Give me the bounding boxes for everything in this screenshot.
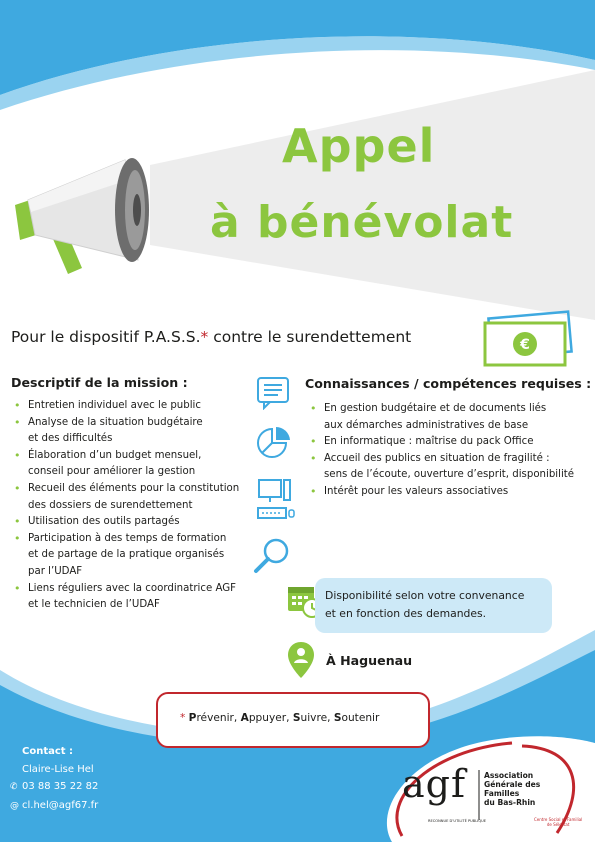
motto-letter-s1: S bbox=[292, 712, 301, 724]
motto-word-2: ppuyer, bbox=[248, 712, 293, 724]
motto-star: * bbox=[180, 712, 186, 724]
subtitle-main: Pour le dispositif P.A.S.S. bbox=[11, 328, 201, 346]
motto-text bbox=[180, 712, 379, 724]
motto-letter-a: A bbox=[240, 712, 249, 724]
agf-logo bbox=[372, 728, 595, 842]
mission-item: • Utilisation des outils partagés bbox=[14, 514, 254, 531]
mission-item: • Recueil des éléments pour la constitution des dossiers de surendettement bbox=[14, 481, 254, 514]
contact-email[interactable]: cl.hel@agf67.fr bbox=[22, 799, 99, 811]
phone-icon: ✆ bbox=[10, 782, 18, 792]
availability-line2: et en fonction des demandes. bbox=[325, 607, 487, 620]
document-icon bbox=[256, 376, 290, 410]
megaphone-icon bbox=[10, 150, 160, 285]
availability-line1: Disponibilité selon votre convenance bbox=[325, 589, 525, 602]
center-line-1: Centre Social et Familial bbox=[534, 817, 583, 822]
skills-item: • Intérêt pour les valeurs associatives bbox=[310, 484, 592, 501]
center-line-2: de Sélestat bbox=[546, 822, 570, 827]
contact-phone-row bbox=[10, 778, 150, 797]
agf-logo-tagline: RECONNUE D’UTILITÉ PUBLIQUE bbox=[428, 819, 487, 823]
mission-item: • Liens réguliers avec la coordinatrice AGF et le technicien de l’UDAF bbox=[14, 581, 254, 614]
contact-phone[interactable]: 03 88 35 22 82 bbox=[22, 781, 99, 792]
mission-item: • Analyse de la situation budgétaire et des difficultés bbox=[14, 415, 254, 448]
subtitle-star: * bbox=[200, 328, 209, 346]
motto-word-3: uivre, bbox=[300, 712, 334, 724]
location-text: À Haguenau bbox=[326, 653, 413, 668]
contact-block bbox=[10, 743, 150, 815]
euro-banknote-icon bbox=[482, 310, 577, 372]
page-title-line2: à bénévolat bbox=[210, 197, 514, 248]
mission-item: • Élaboration d’un budget mensuel, conseil pour améliorer la gestion bbox=[14, 448, 254, 481]
pie-chart-icon bbox=[256, 425, 292, 461]
skills-heading: Connaissances / compétences requises : bbox=[305, 376, 592, 391]
motto-word-1: révenir, bbox=[196, 712, 241, 724]
svg-text:€: € bbox=[520, 337, 530, 353]
agf-logo-center bbox=[534, 817, 582, 827]
mission-item: • Participation à des temps de formation et de partage de la pratique organisés par l’UDAF bbox=[14, 531, 254, 581]
mission-item: • Entretien individuel avec le public bbox=[14, 398, 254, 415]
subtitle-rest: contre le surendettement bbox=[208, 328, 412, 346]
skills-list bbox=[310, 401, 592, 501]
agf-logo-brand: agf bbox=[402, 762, 467, 806]
motto-letter-p: P bbox=[188, 712, 197, 724]
page-title-line1: Appel bbox=[282, 119, 436, 173]
skills-item: • En gestion budgétaire et de documents liés aux démarches administratives de base bbox=[310, 401, 592, 434]
subtitle bbox=[11, 328, 411, 346]
contact-label: Contact : bbox=[22, 746, 74, 757]
mission-list bbox=[14, 398, 254, 614]
agf-logo-org bbox=[484, 771, 540, 807]
org-line-1: Association bbox=[484, 771, 534, 780]
org-line-2: Générale des bbox=[484, 780, 541, 789]
org-line-3: Familles bbox=[484, 789, 520, 798]
motto-word-4: outenir bbox=[341, 712, 380, 724]
motto-letter-s2: S bbox=[333, 712, 342, 724]
contact-email-row bbox=[10, 797, 150, 816]
contact-name: Claire-Lise Hel bbox=[22, 763, 94, 775]
org-line-4: du Bas-Rhin bbox=[484, 798, 536, 807]
skills-item: • Accueil des publics en situation de fragilité : sens de l’écoute, ouverture d’esprit, disponibilité bbox=[310, 451, 592, 484]
computer-icon bbox=[256, 478, 296, 522]
at-icon: @ bbox=[10, 800, 19, 811]
magnifier-icon bbox=[252, 536, 292, 576]
skills-item: • En informatique : maîtrise du pack Office bbox=[310, 434, 592, 451]
mission-heading: Descriptif de la mission : bbox=[11, 375, 188, 390]
